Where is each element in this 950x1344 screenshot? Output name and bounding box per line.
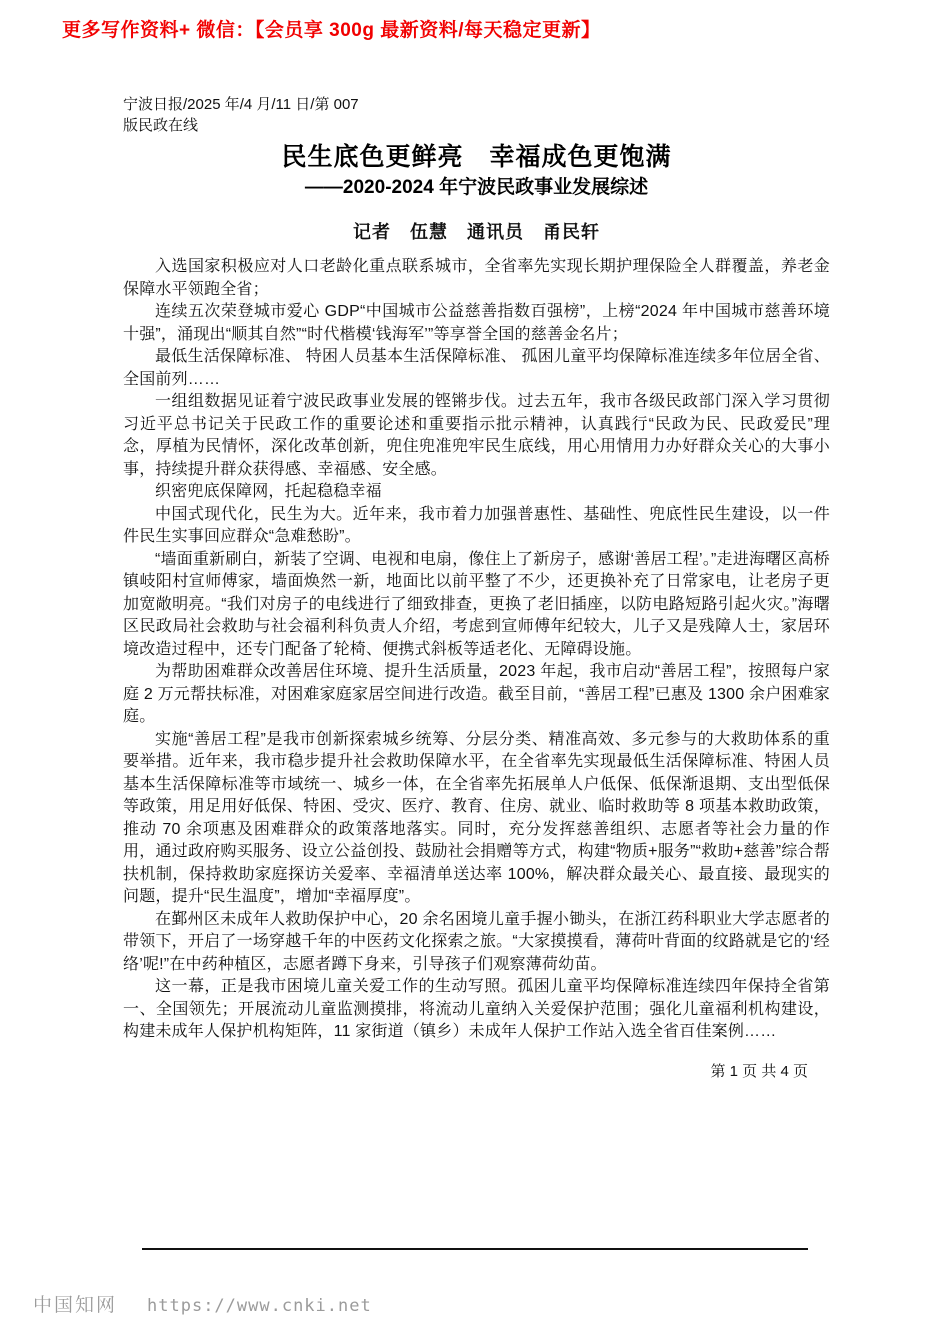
article-section-heading: 织密兜底保障网，托起稳稳幸福 [155, 483, 382, 500]
article-paragraph: 连续五次荣登城市爱心 GDP“中国城市公益慈善指数百强榜”，上榜“2024 年中国城市慈善环境十强”，涌现出“顺其自然”“时代楷模‘钱海军’”等享誉全国的慈善金名片； [123, 303, 830, 343]
article-paragraph: 一组组数据见证着宁波民政事业发展的铿锵步伐。过去五年，我市各级民政部门深入学习贯彻习近平总书记关于民政工作的重要论述和重要指示批示精神，认真践行“民政为民、民政爱民”理念，厚植为民情怀，深化改革创新，兜住兜准兜牢民生底线，用心用情用力办好群众关心的大事小事，持续提升群众获得感、幸福感、安全感。 [123, 393, 830, 478]
footer-divider [142, 1248, 808, 1250]
cnki-url: https://www.cnki.net [147, 1296, 372, 1316]
article-byline: 记者 伍慧 通讯员 甬民轩 [353, 222, 600, 242]
article-title: 民生底色更鲜亮 幸福成色更饱满 [281, 143, 672, 171]
article-paragraph: 最低生活保障标准、 特困人员基本生活保障标准、 孤困儿童平均保障标准连续多年位居全省、全国前列…… [123, 348, 830, 388]
article-paragraph: 中国式现代化，民生为大。近年来，我市着力加强普惠性、基础性、兜底性民生建设，以一件件民生实事回应群众“急难愁盼”。 [123, 505, 830, 545]
promo-banner-text: 更多写作资料+ 微信：【会员享 300g 最新资料/每天稳定更新】 [62, 20, 601, 41]
article-paragraph: “墙面重新刷白，新装了空调、电视和电扇，像住上了新房子，感谢‘善居工程’。”走进海曙区高桥镇岐阳村宣师傅家，墙面焕然一新，地面比以前平整了不少，还更换补充了日常家电，让老房子更加宽敞明亮。“我们对房子的电线进行了细致排查，更换了老旧插座，以防电路短路引起火灾。”海曙区民政局社会救助与社会福利科负责人介绍，考虑到宣师傅年纪较大，儿子又是残障人士，家居环境改造过程中，还专门配备了轮椅、便携式斜板等适老化、无障碍设施。 [123, 550, 830, 658]
article-paragraph: 这一幕，正是我市困境儿童关爱工作的生动写照。孤困儿童平均保障标准连续四年保持全省第一、全国领先；开展流动儿童监测摸排，将流动儿童纳入关爱保护范围；强化儿童福利机构建设，构建未成年人保护机构矩阵，11 家街道（镇乡）未成年人保护工作站入选全省百佳案例…… [123, 978, 830, 1040]
page-indicator: 第 1 页 共 4 页 [710, 1063, 808, 1080]
article-paragraph: 实施“善居工程”是我市创新探索城乡统筹、分层分类、精准高效、多元参与的大救助体系的重要举措。近年来，我市稳步提升社会救助保障水平，在全省率先实现最低生活保障标准、特困人员基本生活保障标准等市域统一、城乡一体，在全省率先拓展单人户低保、低保渐退期、支出型低保等政策，用足用好低保、特困、受灾、医疗、教育、住房、就业、临时救助等 8 项基本救助政策，推动 70 余项惠及困难群众的政策落地落实。同时，充分发挥慈善组织、志愿者等社会力量的作用，通过政府购买服务、设立公益创投、鼓励社会捐赠等方式，构建“物质+服务”“救助+慈善”综合帮扶机制，保持救助家庭探访关爱率、幸福清单送达率 100%，解决群众最关心、最直接、最现实的问题，提升“民生温度”，增加“幸福厚度”。 [123, 730, 830, 905]
article-paragraph: 为帮助困难群众改善居住环境、提升生活质量，2023 年起，我市启动“善居工程”，按照每户家庭 2 万元帮扶标准，对困难家庭家居空间进行改造。截至目前，“善居工程”已惠及 1300 余户困难家庭。 [123, 663, 830, 725]
cnki-logo-text: 中国知网 [33, 1295, 118, 1316]
masthead [123, 94, 830, 136]
article-subtitle: ——2020-2024 年宁波民政事业发展综述 [304, 177, 649, 198]
article-paragraph: 在鄞州区未成年人救助保护中心，20 余名困境儿童手握小锄头，在浙江药科职业大学志愿者的带领下，开启了一场穿越千年的中医药文化探索之旅。“大家摸摸看，薄荷叶背面的纹路就是它的‘经络’呢!”在中药种植区，志愿者蹲下身来，引导孩子们观察薄荷幼苗。 [123, 910, 830, 973]
cnki-watermark [33, 1290, 372, 1317]
publication-info: 宁波日报/2025 年/4 月/11 日/第 007 [123, 96, 359, 113]
article-paragraph: 入选国家积极应对人口老龄化重点联系城市，全省率先实现长期护理保险全人群覆盖，养老金保障水平领跑全省； [123, 258, 830, 298]
article-body [123, 256, 830, 1044]
section-info: 版民政在线 [123, 117, 199, 134]
